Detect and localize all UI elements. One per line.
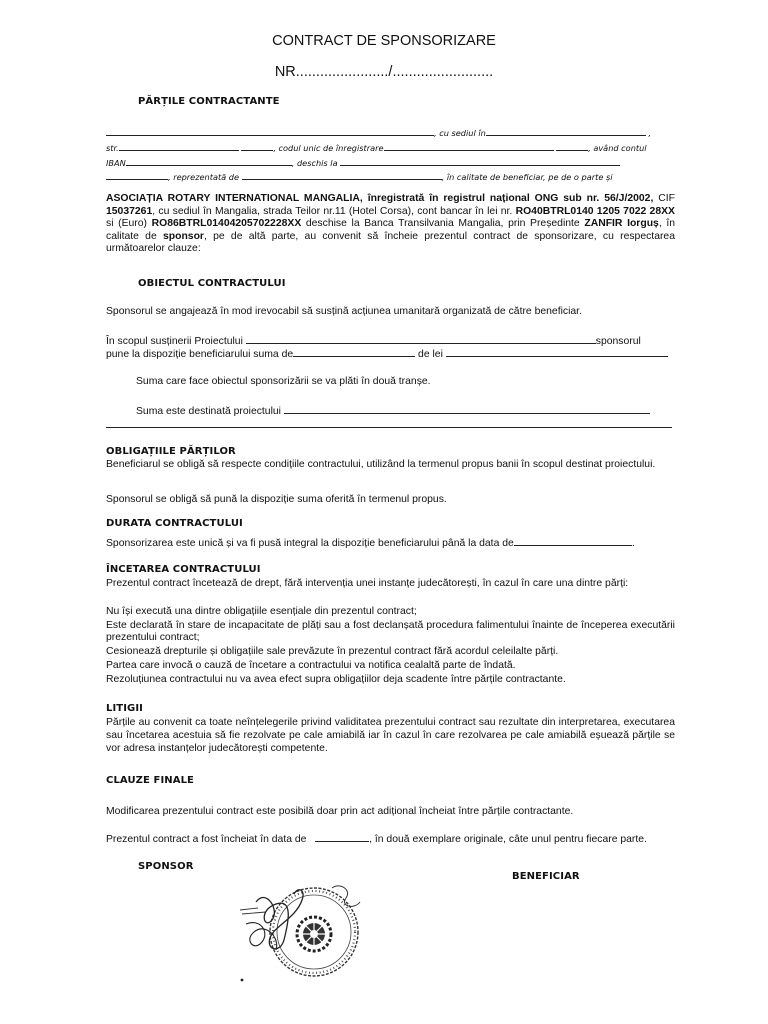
- document-title: CONTRACT DE SPONSORIZARE: [272, 33, 496, 49]
- amount-words-blank: [446, 347, 668, 357]
- object-paragraph-4: Suma care face obiectul sponsorizării se va plăti în două tranșe.: [136, 376, 431, 387]
- final-paragraph-1: Modificarea prezentului contract este posibilă doar prin act adițional încheiat între părțile contractante.: [106, 806, 574, 817]
- termination-item: Este declarată în stare de incapacitate de plăți sau a fost declanșată procedura falimentului înainte de începerea executării prezentului contract;: [106, 620, 675, 644]
- contract-number-line: NR......................./.........................: [274, 64, 494, 80]
- termination-item: Nu își execută una dintre obligațiile esențiale din prezentul contract;: [106, 606, 417, 617]
- object-heading: OBIECTUL CONTRACTULUI: [138, 278, 286, 289]
- final-clauses-heading: CLAUZE FINALE: [106, 775, 194, 786]
- obligations-heading: OBLIGAȚIILE PĂRȚILOR: [106, 446, 236, 457]
- end-date-blank: [514, 536, 632, 546]
- sponsor-stamp-seal: [236, 880, 396, 990]
- object-paragraph-2: În scopul susținerii Proiectului sponsorul: [106, 336, 641, 347]
- duration-paragraph: Sponsorizarea este unică și va fi pusă integral la dispoziție beneficiarului până la data de .: [106, 538, 635, 549]
- object-paragraph-3: pune la dispoziție beneficiarului suma de de lei: [106, 347, 668, 360]
- sponsor-identification-paragraph: ASOCIAȚIA ROTARY INTERNATIONAL MANGALIA, înregistrată în registrul național ONG sub nr. 56/J/2002, CIF 15037261, cu sediul în Mangalia, strada Teilor nr.11 (Hotel Corsa), cont bancar în lei nr. RO40BTRL0140 1205 7022 28XX si (Euro) RO86BTRL01404205702228XX deschise la Banca Transilvania Mangalia, prin Președinte ZANFIR Iorguș, în calitate de sponsor, pe de altă parte, au convenit să încheie prezentul contract de sponsorizare, cu respectarea următoarelor clauze:: [106, 193, 676, 255]
- beneficiary-address-blank: [486, 126, 646, 136]
- termination-paragraph: Prezentul contract încetează de drept, fără intervenția unei instanțe judecătorești, în cazul în care una dintre părți:: [106, 578, 629, 589]
- disputes-paragraph: Părțile au convenit ca toate neînțelegerile privind validitatea prezentului contract sau rezultate din interpretarea, executarea sau încetarea acestuia să fie rezolvate pe cale amiabilă iar în cazul în care rezolvarea pe cale amiabilă eșuează părțile se vor adresa instanțelor judecătorești competente.: [106, 717, 675, 754]
- sponsor-signature-label: SPONSOR: [138, 861, 194, 872]
- parties-line-4: , reprezentată de , în calitate de beneficiar, pe de o parte și: [106, 170, 613, 182]
- obligations-paragraph-2: Sponsorul se obligă să pună la dispoziție suma oferită în termenul propus.: [106, 494, 447, 505]
- termination-item: Partea care invocă o cauză de încetare a contractului va notifica cealaltă parte de îndată.: [106, 660, 516, 671]
- signing-date-blank: [315, 832, 369, 842]
- parties-line-2: str. , codul unic de înregistrare , având contul: [106, 143, 647, 153]
- destination-continuation-line: [106, 427, 672, 428]
- destination-project-blank: [284, 404, 650, 414]
- object-paragraph-5: Suma este destinată proiectului: [136, 404, 650, 417]
- parties-line-3: IBAN , deschis la: [106, 156, 620, 168]
- disputes-heading: LITIGII: [106, 703, 143, 714]
- final-paragraph-2: Prezentul contract a fost încheiat în data de , în două exemplare originale, câte unul pentru fiecare parte.: [106, 834, 647, 845]
- termination-item: Cesionează drepturile și obligațiile sale prevăzute în prezentul contract fără acordul celeilalte părți.: [106, 646, 559, 657]
- object-paragraph-1: Sponsorul se angajează în mod irevocabil să susțină acțiunea umanitară organizată de către beneficiar.: [106, 306, 582, 317]
- beneficiary-signature-label: BENEFICIAR: [512, 871, 580, 882]
- parties-heading: PĂRȚILE CONTRACTANTE: [138, 96, 280, 107]
- parties-line-1: , cu sediul în ,: [106, 126, 651, 138]
- termination-item: Rezoluțiunea contractului nu va avea efect supra obligațiilor deja scadente între părțile contractante.: [106, 674, 566, 685]
- project-name-blank: [246, 334, 596, 344]
- duration-heading: DURATA CONTRACTULUI: [106, 518, 243, 529]
- obligations-paragraph-1: Beneficiarul se obligă să respecte condițiile contractului, utilizând la termenul propus banii în scopul destinat proiectului.: [106, 459, 656, 470]
- amount-blank: [293, 347, 415, 357]
- termination-heading: ÎNCETAREA CONTRACTULUI: [106, 564, 261, 575]
- beneficiary-name-blank: [106, 126, 434, 136]
